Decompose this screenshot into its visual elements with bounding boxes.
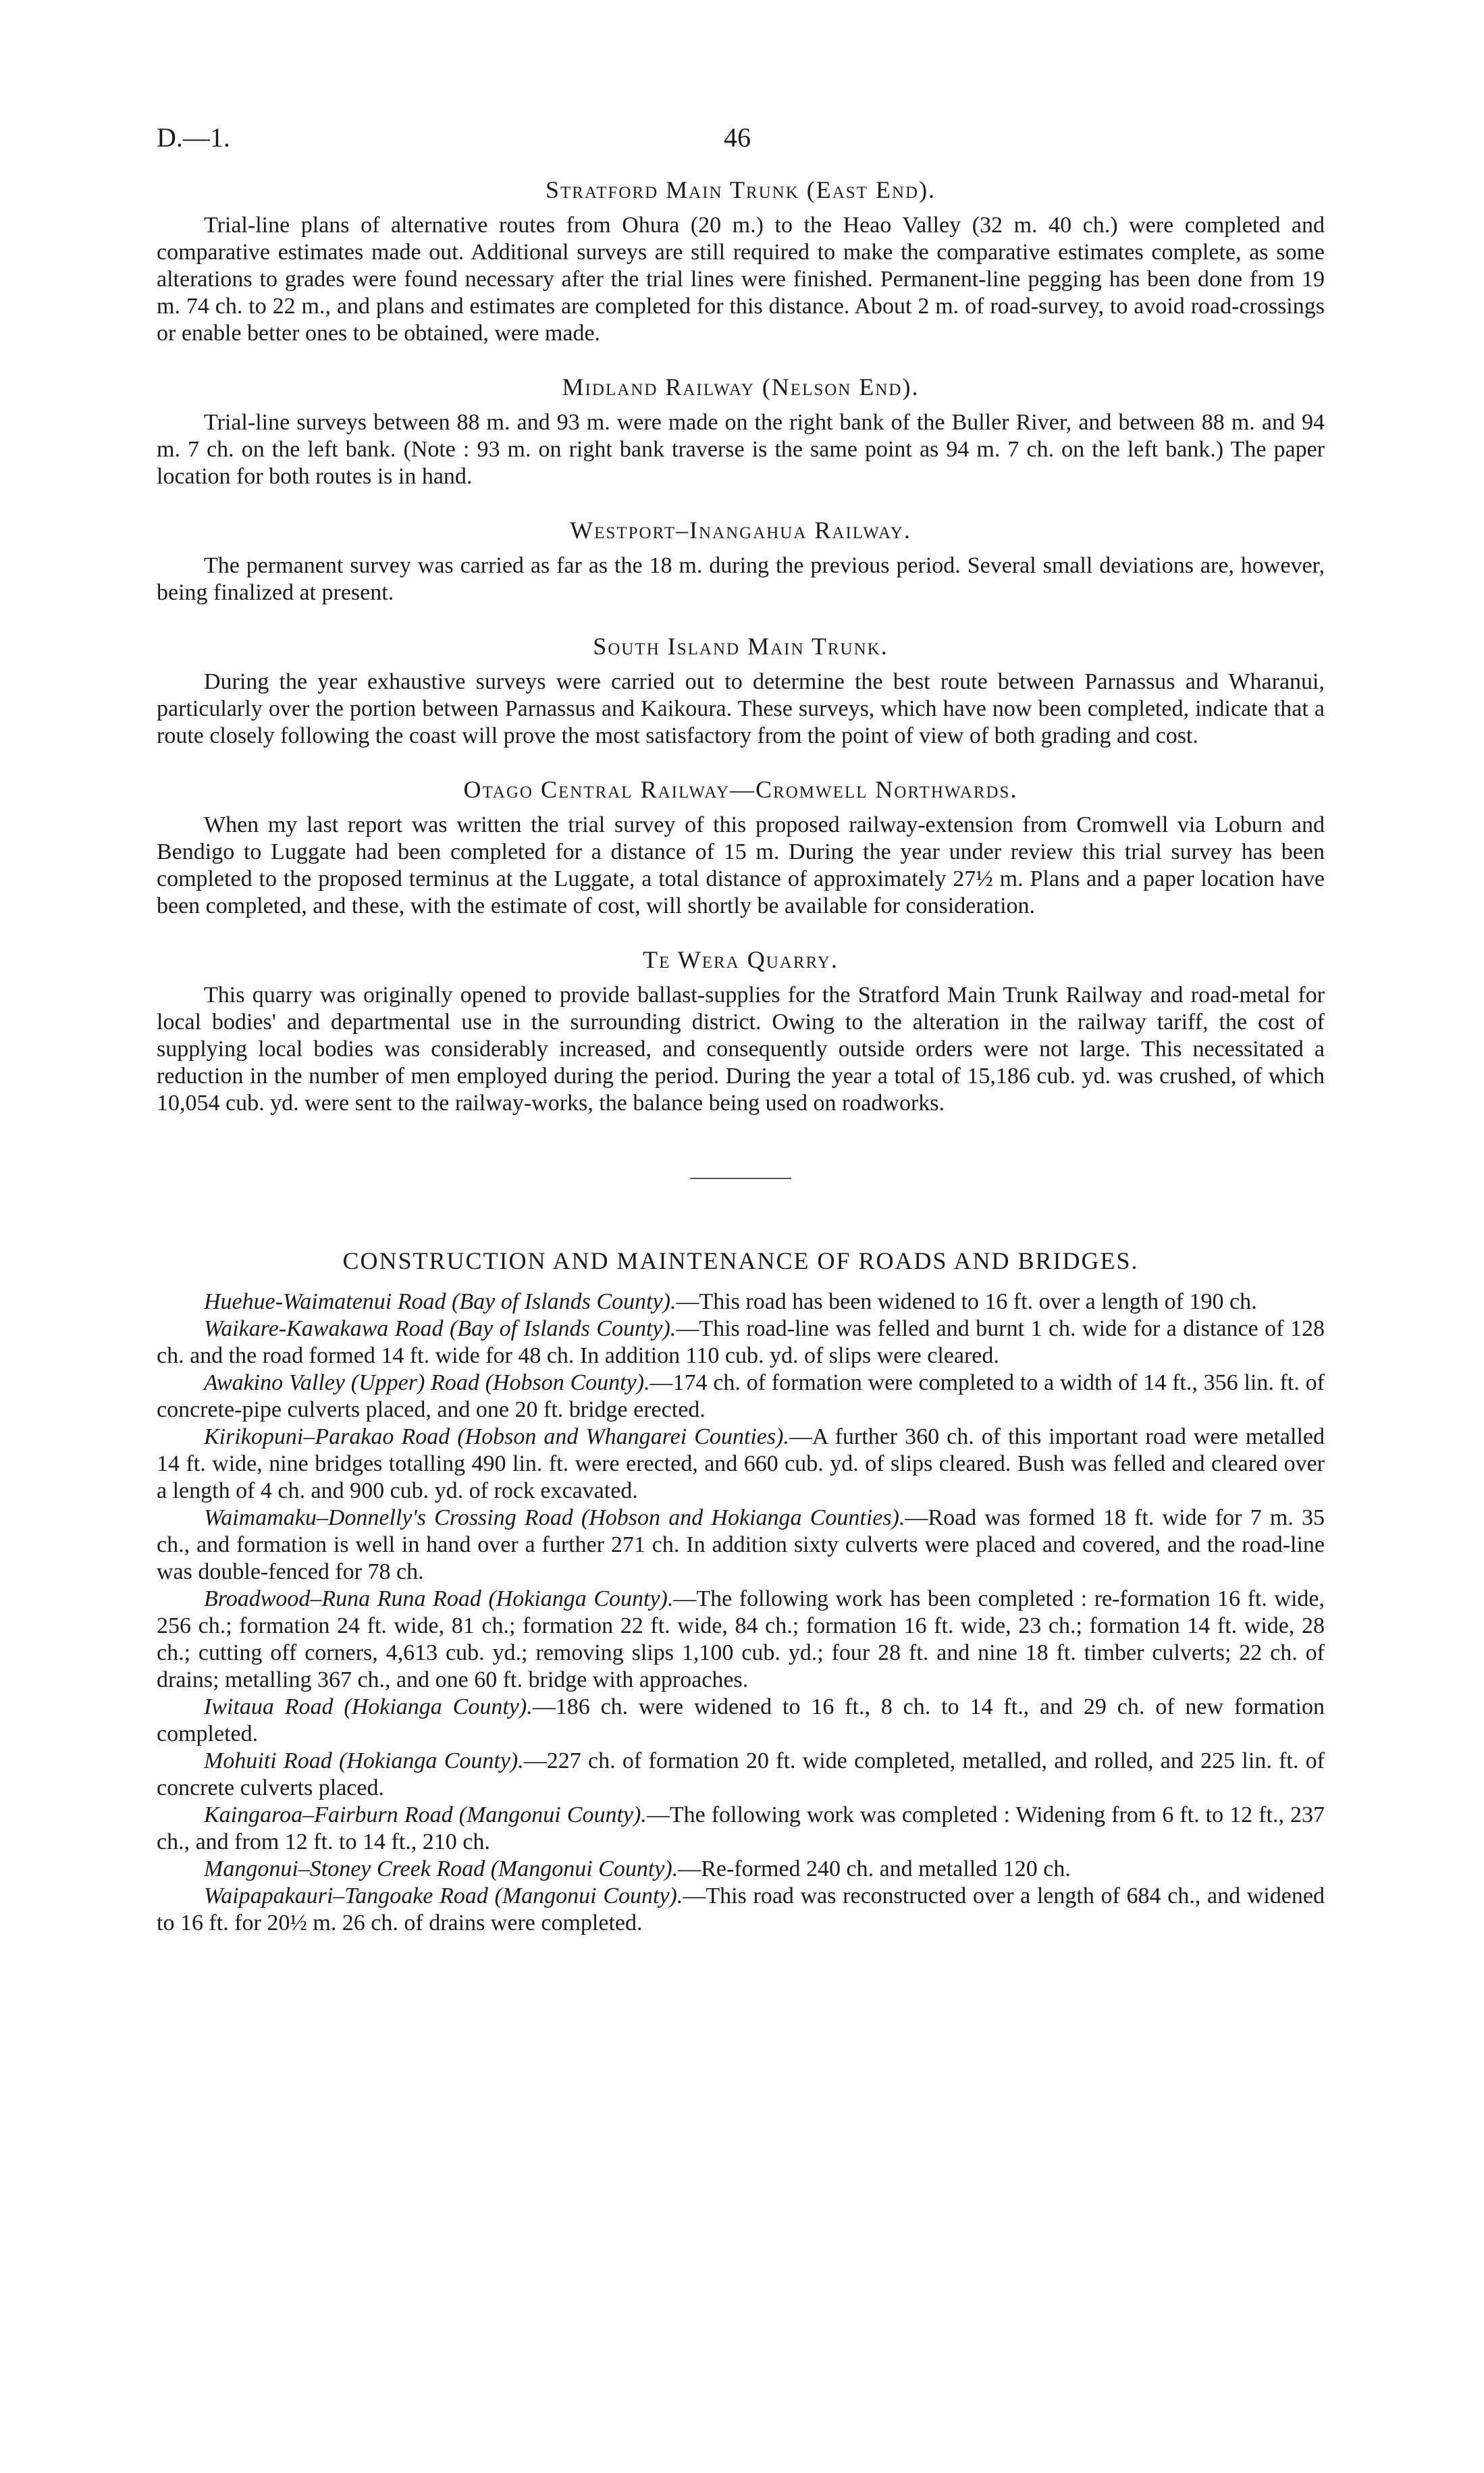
road-entry <box>157 1802 1325 1856</box>
road-entry <box>157 1316 1325 1370</box>
road-entry-text: —A further 360 ch. of this important road were metalled 14 ft. wide, nine bridges totalling 490 lin. ft. were erected, and 660 cub. yd. of slips cleared. Bush was felled and cleared over a length of 4 ch. and 900 cub. yd. of rock excavated. <box>157 1424 1325 1503</box>
road-entry <box>157 1694 1325 1748</box>
road-name: Waikare-Kawakawa Road (Bay of Islands County). <box>204 1316 677 1341</box>
section-paragraph: The permanent survey was carried as far as the 18 m. during the previous period. Several small deviations are, however, being finalized at present. <box>157 553 1325 605</box>
section-heading: Stratford Main Trunk (East End). <box>545 176 936 203</box>
road-entry <box>157 1586 1325 1694</box>
document-page <box>157 122 1325 1937</box>
road-entry-text: —This road has been widened to 16 ft. over a length of 190 ch. <box>676 1289 1257 1314</box>
section-paragraph: This quarry was originally opened to provide ballast-supplies for the Stratford Main Trunk Railway and road-metal for local bodies' and departmental use in the surrounding district. Owing to the alteration in the railway tariff, the cost of supplying local bodies was considerably increased, and consequently outside orders were not large. This necessitated a reduction in the number of men employed during the period. During the year a total of 15,186 cub. yd. was crushed, of which 10,054 cub. yd. were sent to the railway-works, the balance being used on roadworks. <box>157 983 1325 1116</box>
section-otago-central-railway <box>157 775 1325 920</box>
document-code: D.—1. <box>157 122 230 153</box>
road-name: Mangonui–Stoney Creek Road (Mangonui County). <box>204 1856 679 1881</box>
road-entry <box>157 1505 1325 1586</box>
road-entry <box>157 1370 1325 1424</box>
road-entry-text: —The following work was completed : Widening from 6 ft. to 12 ft., 237 ch., and from 12 ft. to 14 ft., 210 ch. <box>157 1802 1325 1854</box>
section-paragraph: During the year exhaustive surveys were carried out to determine the best route between Parnassus and Wharanui, particularly over the portion between Parnassus and Kaikoura. These surveys, which have now been completed, indicate that a route closely following the coast will prove the most satisfactory from the point of view of both grading and cost. <box>157 669 1325 748</box>
road-entry-text: —227 ch. of formation 20 ft. wide completed, metalled, and rolled, and 225 lin. ft. of concrete culverts placed. <box>157 1748 1325 1800</box>
section-heading: Otago Central Railway—Cromwell Northwards. <box>463 776 1018 803</box>
road-entries <box>157 1288 1325 1937</box>
road-entry-text: —This road was reconstructed over a length of 684 ch., and widened to 16 ft. for 20½ m. 26 ch. of drains were completed. <box>157 1883 1325 1935</box>
road-entry <box>157 1748 1325 1802</box>
road-entry-text: —186 ch. were widened to 16 ft., 8 ch. to 14 ft., and 29 ch. of new formation completed. <box>157 1694 1325 1746</box>
road-entry <box>157 1883 1325 1937</box>
road-name: Broadwood–Runa Runa Road (Hokianga County). <box>204 1586 674 1611</box>
road-name: Waimamaku–Donnelly's Crossing Road (Hobson and Hokianga Counties). <box>204 1505 905 1530</box>
section-stratford-main-trunk <box>157 176 1325 347</box>
section-heading: Te Wera Quarry. <box>643 946 839 973</box>
road-name: Kirikopuni–Parakao Road (Hobson and Whangarei Counties). <box>204 1424 789 1449</box>
section-paragraph: Trial-line plans of alternative routes from Ohura (20 m.) to the Heao Valley (32 m. 40 ch.) were completed and comparative estimates made out. Additional surveys are still required to make the comparative estimates complete, as some alterations to grades were found necessary after the trial lines were finished. Permanent-line pegging has been done from 19 m. 74 ch. to 22 m., and plans and estimates are completed for this distance. About 2 m. of road-survey, to avoid road-crossings or enable better ones to be obtained, were made. <box>157 213 1325 346</box>
road-name: Waipapakauri–Tangoake Road (Mangonui County). <box>204 1883 683 1908</box>
road-entry-text: —This road-line was felled and burnt 1 ch. wide for a distance of 128 ch. and the road formed 14 ft. wide for 48 ch. In addition 110 cub. yd. of slips were cleared. <box>157 1316 1325 1368</box>
road-name: Awakino Valley (Upper) Road (Hobson County). <box>204 1370 650 1395</box>
section-heading: South Island Main Trunk. <box>593 633 889 660</box>
page-header <box>157 122 1325 176</box>
road-name: Kaingaroa–Fairburn Road (Mangonui County). <box>204 1802 647 1827</box>
page-number: 46 <box>724 122 751 153</box>
road-name: Iwitaua Road (Hokianga County). <box>204 1694 533 1719</box>
road-entry-text: —Road was formed 18 ft. wide for 7 m. 35 ch., and formation is well in hand over a further 271 ch. In addition sixty culverts were placed and covered, and the road-line was double-fenced for 78 ch. <box>157 1505 1325 1584</box>
road-entry <box>157 1424 1325 1505</box>
road-name: Huehue-Waimatenui Road (Bay of Islands County). <box>204 1289 677 1314</box>
section-heading: Westport–Inangahua Railway. <box>570 517 911 544</box>
road-entry <box>157 1288 1325 1316</box>
section-paragraph: When my last report was written the trial survey of this proposed railway-extension from Cromwell via Loburn and Bendigo to Luggate had been completed for a distance of 15 m. During the year under review this trial survey has been completed to the proposed terminus at the Luggate, a total distance of approximately 27½ m. Plans and a paper location have been completed, and these, with the estimate of cost, will shortly be available for consideration. <box>157 812 1325 918</box>
road-name: Mohuiti Road (Hokianga County). <box>204 1748 524 1773</box>
road-entry-text: —Re-formed 240 ch. and metalled 120 ch. <box>678 1856 1071 1881</box>
road-entry-text: —The following work has been completed : re-formation 16 ft. wide, 256 ch.; formation 24 ft. wide, 81 ch.; formation 22 ft. wide, 84 ch.; formation 16 ft. wide, 23 ch.; formation 14 ft. wide, 28 ch.; cutting off corners, 4,613 cub. yd.; removing slips 1,100 cub. yd.; four 28 ft. and nine 18 ft. timber culverts; 22 ch. of drains; metalling 367 ch., and one 60 ft. bridge with approaches. <box>157 1586 1325 1692</box>
roads-bridges-heading: CONSTRUCTION AND MAINTENANCE OF ROADS AND BRIDGES. <box>342 1247 1139 1274</box>
section-midland-railway <box>157 373 1325 490</box>
section-westport-inangahua <box>157 516 1325 606</box>
road-entry-text: —174 ch. of formation were completed to a width of 14 ft., 356 lin. ft. of concrete-pipe culverts placed, and one 20 ft. bridge erected. <box>157 1370 1325 1422</box>
section-heading: Midland Railway (Nelson End). <box>562 373 920 400</box>
section-paragraph: Trial-line surveys between 88 m. and 93 m. were made on the right bank of the Buller River, and between 88 m. and 94 m. 7 ch. on the left bank. (Note : 93 m. on right bank traverse is the same point as 94 m. 7 ch. on the left bank.) The paper location for both routes is in hand. <box>157 410 1325 489</box>
section-te-wera-quarry <box>157 945 1325 1117</box>
road-entry <box>157 1856 1325 1883</box>
section-south-island-main-trunk <box>157 632 1325 750</box>
section-divider <box>690 1178 791 1179</box>
